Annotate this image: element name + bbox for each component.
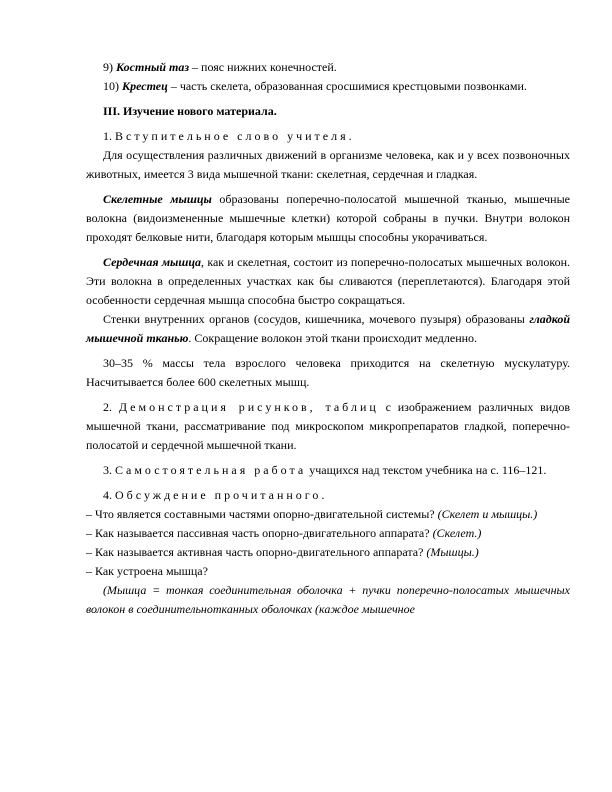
question-4: – Как устроена мышца?	[86, 564, 208, 578]
step-2-paragraph	[86, 398, 570, 455]
step-title: Демонстрация рисунков, таблиц	[118, 400, 379, 414]
paragraph-smooth-muscle	[86, 310, 570, 348]
term: гладкой мышечной тканью	[86, 312, 570, 345]
answer-text: (Мышцы.)	[426, 545, 479, 559]
paragraph-text: . Сокращение волокон этой ткани происходит медленно.	[188, 331, 478, 345]
paragraph-text: Стенки внутренних органов (сосудов, кишечника, мочевого пузыря) образованы	[103, 312, 530, 326]
question-3	[86, 543, 570, 562]
paragraph-muscle-types: Для осуществления различных движений в организме человека, как и у всех позвоночных животных, имеется 3 вида мышечной ткани: скелетная, сердечная и гладкая.	[86, 148, 570, 181]
step-number: 4.	[103, 488, 112, 502]
question-2	[86, 524, 570, 543]
item-number: 9)	[103, 60, 113, 74]
paragraph-text: учащихся над текстом учебника на с. 116–121.	[306, 463, 547, 477]
paragraph-skeletal-muscles	[86, 190, 570, 247]
step-1-heading	[86, 127, 570, 146]
question-text: – Как называется пассивная часть опорно-двигательного аппарата?	[86, 526, 433, 540]
term: Крестец	[122, 79, 168, 93]
definition: – часть скелета, образованная сросшимися крестцовыми позвонками.	[167, 79, 527, 93]
question-text: – Что является составными частями опорно-двигательной системы?	[86, 507, 438, 521]
step-title: Обсуждение прочитанного.	[115, 488, 328, 502]
step-number: 2.	[103, 400, 112, 414]
answer-4: (Мышца = тонкая соединительная оболочка + пучки поперечно-полосатых мышечных волокон в соединительнотканных оболочках (каждое мышечное	[86, 583, 570, 616]
list-item-9	[86, 58, 570, 77]
paragraph-muscle-mass: 30–35 % массы тела взрослого человека приходится на скелетную мускулатуру. Насчитывается более 600 скелетных мышц.	[86, 356, 570, 389]
item-number: 10)	[103, 79, 119, 93]
step-number: 1.	[103, 129, 112, 143]
document-body	[86, 58, 570, 619]
section-heading: III. Изучение нового материала.	[103, 104, 277, 118]
paragraph-text: образованы поперечно-полосатой мышечной тканью, мышечные волокна (видоизмененные мышечные клетки) которой собраны в пучки. Внутри волокон проходят белковые нити, благодаря которым мышцы способны укорачиваться.	[86, 192, 570, 244]
step-title: Вступительное слово учителя.	[115, 129, 355, 143]
answer-text: (Скелет и мышцы.)	[437, 507, 538, 521]
definition: – пояс нижних конечностей.	[189, 60, 337, 74]
step-title: Самостоятельная работа	[115, 463, 307, 477]
question-text: – Как называется активная часть опорно-двигательного аппарата?	[86, 545, 427, 559]
paragraph-cardiac-muscle	[86, 253, 570, 310]
term: Скелетные мышцы	[103, 192, 212, 206]
step-3-paragraph	[86, 461, 570, 480]
answer-text: (Скелет.)	[432, 526, 482, 540]
step-number: 3.	[103, 463, 112, 477]
list-item-10	[86, 77, 570, 96]
paragraph-text: , как и скелетная, состоит из поперечно-полосатых мышечных волокон. Эти волокна в определенных участках как бы сливаются (переплетаются). Благодаря этой особенности сердечная мышца способна быстро сокращаться.	[86, 255, 570, 307]
step-4-heading	[86, 486, 570, 505]
paragraph-text: с изображением различных видов мышечной ткани, рассматривание под микроскопом микропрепаратов гладкой, поперечно-полосатой и сердечной мышечной ткани.	[86, 400, 570, 452]
question-1	[86, 505, 570, 524]
term: Сердечная мышца	[103, 255, 202, 269]
term: Костный таз	[116, 60, 190, 74]
